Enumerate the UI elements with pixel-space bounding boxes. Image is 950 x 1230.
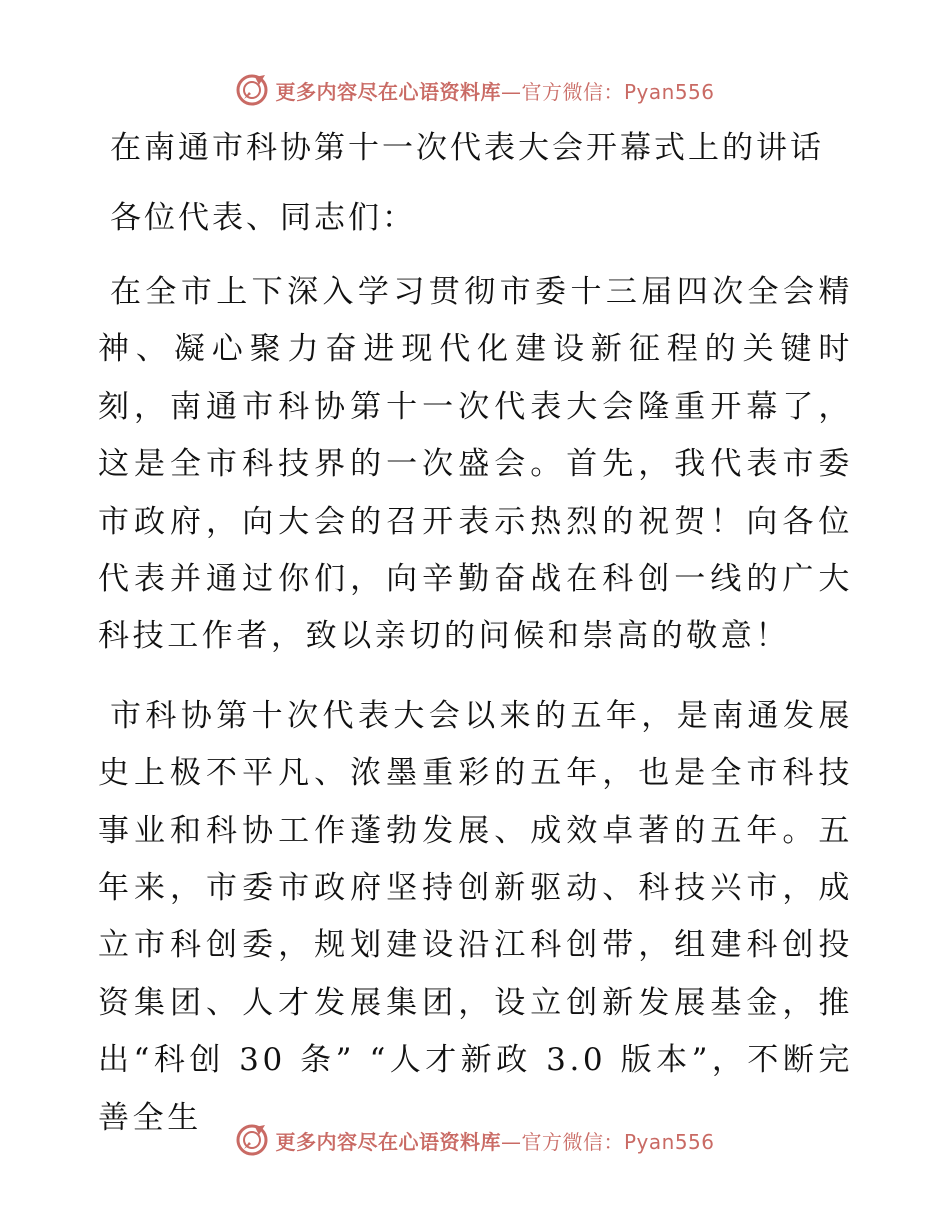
watermark-wechat-id: Pyan556: [623, 79, 715, 104]
watermark-text: [275, 76, 714, 105]
document-paragraph-2: 市科协第十次代表大会以来的五年，是南通发展史上极不平凡、浓墨重彩的五年，也是全市科技事业和科协工作蓬勃发展、成效卓著的五年。五年来，市委市政府坚持创新驱动、科技兴市，成立市科创委，规划建设沿江科创带，组建科创投资集团、人才发展集团，设立创新发展基金，推出“科创 30 条” “人才新政 3.0 版本”，不断完善全生: [98, 697, 853, 1136]
watermark-separator: —: [500, 79, 522, 104]
document-title: 在南通市科协第十一次代表大会开幕式上的讲话: [110, 130, 824, 166]
quill-circle-logo-icon: [235, 73, 269, 107]
watermark-wechat-id: Pyan556: [623, 1129, 715, 1154]
watermark-brand: 更多内容尽在心语资料库: [275, 79, 501, 104]
watermark-wechat-label: 官方微信：: [521, 1129, 624, 1154]
document-paragraph-1: 在全市上下深入学习贯彻市委十三届四次全会精神、凝心聚力奋进现代化建设新征程的关键时刻，南通市科协第十一次代表大会隆重开幕了，这是全市科技界的一次盛会。首先，我代表市委市政府，向大会的召开表示热烈的祝贺！向各位代表并通过你们，向辛勤奋战在科创一线的广大科技工作者，致以亲切的问候和崇高的敬意！: [98, 274, 853, 655]
watermark-separator: —: [500, 1129, 522, 1154]
document-greeting: 各位代表、同志们：: [110, 200, 416, 236]
document-body: [98, 122, 853, 1169]
quill-circle-logo-icon: [235, 1123, 269, 1157]
watermark-header: [0, 70, 950, 110]
watermark-text: [275, 1126, 714, 1155]
watermark-wechat-label: 官方微信：: [521, 79, 624, 104]
watermark-brand: 更多内容尽在心语资料库: [275, 1129, 501, 1154]
watermark-footer: [0, 1120, 950, 1160]
